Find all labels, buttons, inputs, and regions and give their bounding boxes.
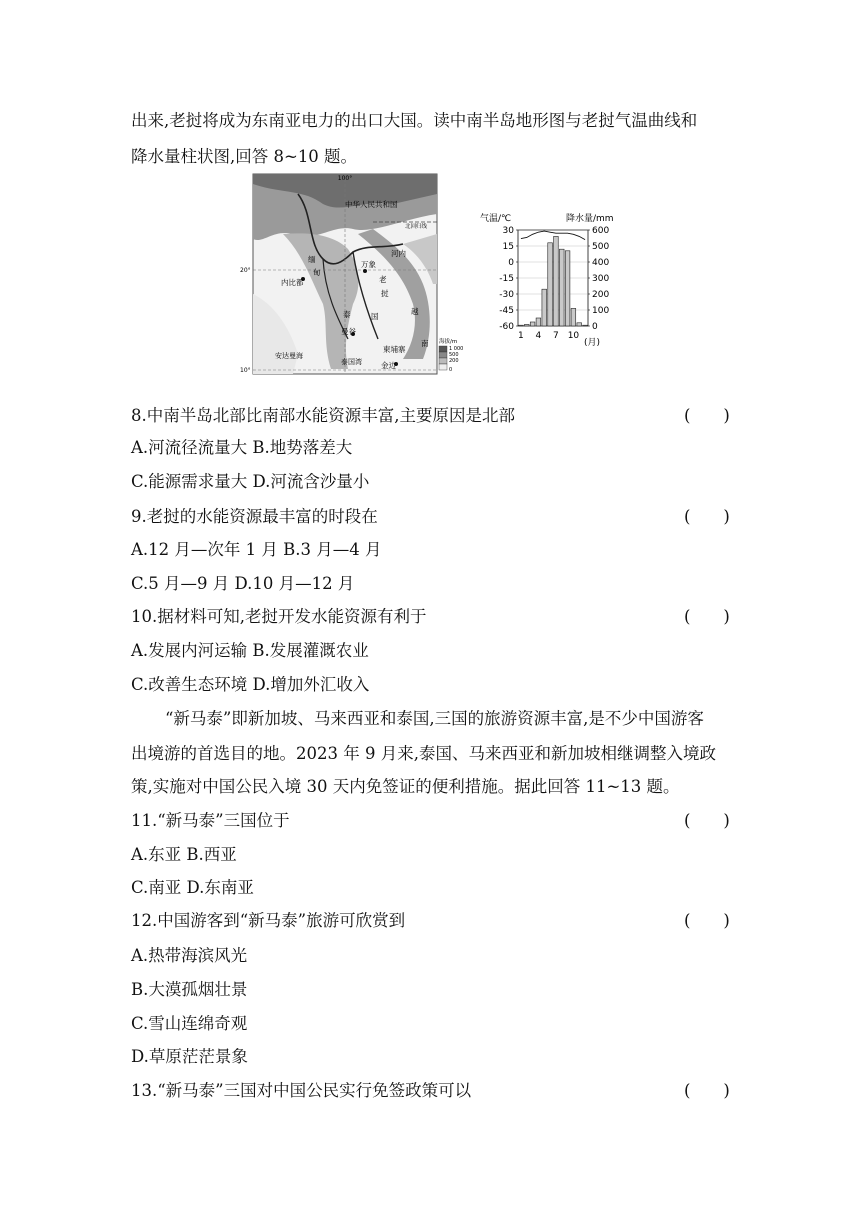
q11-answer-blank[interactable]: ( ) [684,811,730,830]
map-label-hanoi: 河内 [391,249,406,258]
precip-bar-7 [554,236,559,326]
precip-tick-label: 0 [592,322,598,332]
q10-stem: 10.据材料可知,老挝开发水能资源有利于 [131,607,427,626]
precip-tick-label: 600 [592,226,610,236]
q10-options-row-2: C.改善生态环境 D.增加外汇收入 [131,675,370,694]
temp-axis-label: 气温/℃ [480,214,512,224]
map-lat-20: 20° [240,267,251,274]
precip-bar-6 [548,243,553,326]
legend-0: 0 [449,367,453,373]
precip-bar-1 [519,325,524,326]
map-label-andaman: 安达曼海 [275,352,303,360]
map-label-phnompenh: 金边 [381,361,396,370]
precip-bar-2 [524,324,529,326]
map-label-dian: 甸 [313,268,321,277]
month-unit: (月) [584,338,601,348]
q12-answer-blank[interactable]: ( ) [684,911,730,930]
temp-tick-label: 30 [502,226,514,236]
precip-tick-label: 300 [592,274,610,284]
q11-options-row-2: C.南亚 D.东南亚 [131,878,254,897]
q13-stem: 13.“新马泰”三国对中国公民实行免签政策可以 [131,1081,472,1100]
passage2-line-1: “新马泰”即新加坡、马来西亚和泰国,三国的旅游资源丰富,是不少中国游客 [165,709,704,728]
temp-tick-label: 15 [502,242,514,252]
map-label-lao: 老 [379,275,387,284]
map-label-guo: 国 [371,312,379,321]
month-tick-label: 7 [553,331,559,341]
map-label-china: 中华人民共和国 [345,200,398,209]
legend-title: 海拔/m [439,339,458,345]
indochina-terrain-map [240,174,437,374]
precip-bar-12 [583,325,588,326]
legend-1000: 1 000 [449,346,464,352]
precip-bar-5 [542,289,547,326]
month-tick-label: 10 [567,331,580,341]
precip-bar-3 [530,322,535,326]
q9-stem: 9.老挝的水能资源最丰富的时段在 [131,507,378,526]
q8-options-row-2: C.能源需求量大 D.河流含沙量小 [131,472,370,491]
q12-option-a: A.热带海滨风光 [131,946,248,965]
intro-line-1: 出来,老挝将成为东南亚电力的出口大国。读中南半岛地形图与老挝气温曲线和 [131,111,698,130]
q11-options-row-1: A.东亚 B.西亚 [131,845,237,864]
precip-tick-label: 100 [592,306,610,316]
q12-stem: 12.中国游客到“新马泰”旅游可欣赏到 [131,911,406,930]
temp-tick-label: -60 [499,322,514,332]
map-label-mian: 缅 [308,255,316,264]
map-elevation-legend [437,336,473,374]
map-lat-10: 10° [240,367,251,374]
precip-axis-label: 降水量/mm [566,214,614,224]
precip-tick-label: 500 [592,242,610,252]
map-label-tropic: 北回归线 [405,224,428,230]
map-label-vientiane: 万象 [361,260,376,269]
temp-tick-label: -30 [499,290,514,300]
intro-line-2: 降水量柱状图,回答 8~10 题。 [131,147,358,166]
precip-bar-11 [577,323,582,326]
map-label-bangkok: 曼谷 [341,327,356,336]
map-label-cambodia: 柬埔寨 [383,345,406,354]
map-label-gulf: 泰国湾 [341,358,362,366]
laos-climate-chart [478,210,628,352]
legend-200: 200 [449,358,459,364]
passage2-line-2: 出境游的首选目的地。2023 年 9 月来,泰国、马来西亚和新加坡相继调整入境政 [131,744,716,763]
map-label-naypyidaw: 内比都 [281,278,304,287]
map-label-yue: 越 [411,307,419,316]
passage2-line-3: 策,实施对中国公民入境 30 天内免签证的便利措施。据此回答 11~13 题。 [131,777,680,796]
q10-options-row-1: A.发展内河运输 B.发展灌溉农业 [131,641,369,660]
month-tick-label: 4 [535,331,542,341]
precip-bar-10 [571,308,576,326]
q9-options-row-2: C.5 月—9 月 D.10 月—12 月 [131,574,355,593]
legend-500: 500 [449,352,459,358]
precip-bar-8 [559,249,564,326]
map-label-tai: 泰 [343,310,351,319]
q8-options-row-1: A.河流径流量大 B.地势落差大 [131,438,353,457]
month-tick-label: 1 [518,331,524,341]
map-lon-label: 100° [337,175,353,182]
precip-bar-9 [565,251,570,326]
q8-answer-blank[interactable]: ( ) [684,406,730,425]
q12-option-c: C.雪山连绵奇观 [131,1014,248,1033]
q13-answer-blank[interactable]: ( ) [684,1081,730,1100]
q11-stem: 11.“新马泰”三国位于 [131,811,290,830]
precip-bar-4 [536,318,541,326]
q8-stem: 8.中南半岛北部比南部水能资源丰富,主要原因是北部 [131,406,515,425]
q10-answer-blank[interactable]: ( ) [684,607,730,626]
temp-tick-label: -45 [499,306,514,316]
q9-answer-blank[interactable]: ( ) [684,507,730,526]
q12-option-d: D.草原茫茫景象 [131,1047,248,1066]
map-label-wo: 挝 [381,289,389,298]
temperature-curve [521,231,585,240]
temp-tick-label: 0 [508,258,514,268]
precip-tick-label: 400 [592,258,610,268]
q9-options-row-1: A.12 月—次年 1 月 B.3 月—4 月 [131,540,382,559]
temp-tick-label: -15 [499,274,514,284]
map-label-nan: 南 [421,339,429,348]
q12-option-b: B.大漠孤烟壮景 [131,980,248,999]
precip-tick-label: 200 [592,290,610,300]
